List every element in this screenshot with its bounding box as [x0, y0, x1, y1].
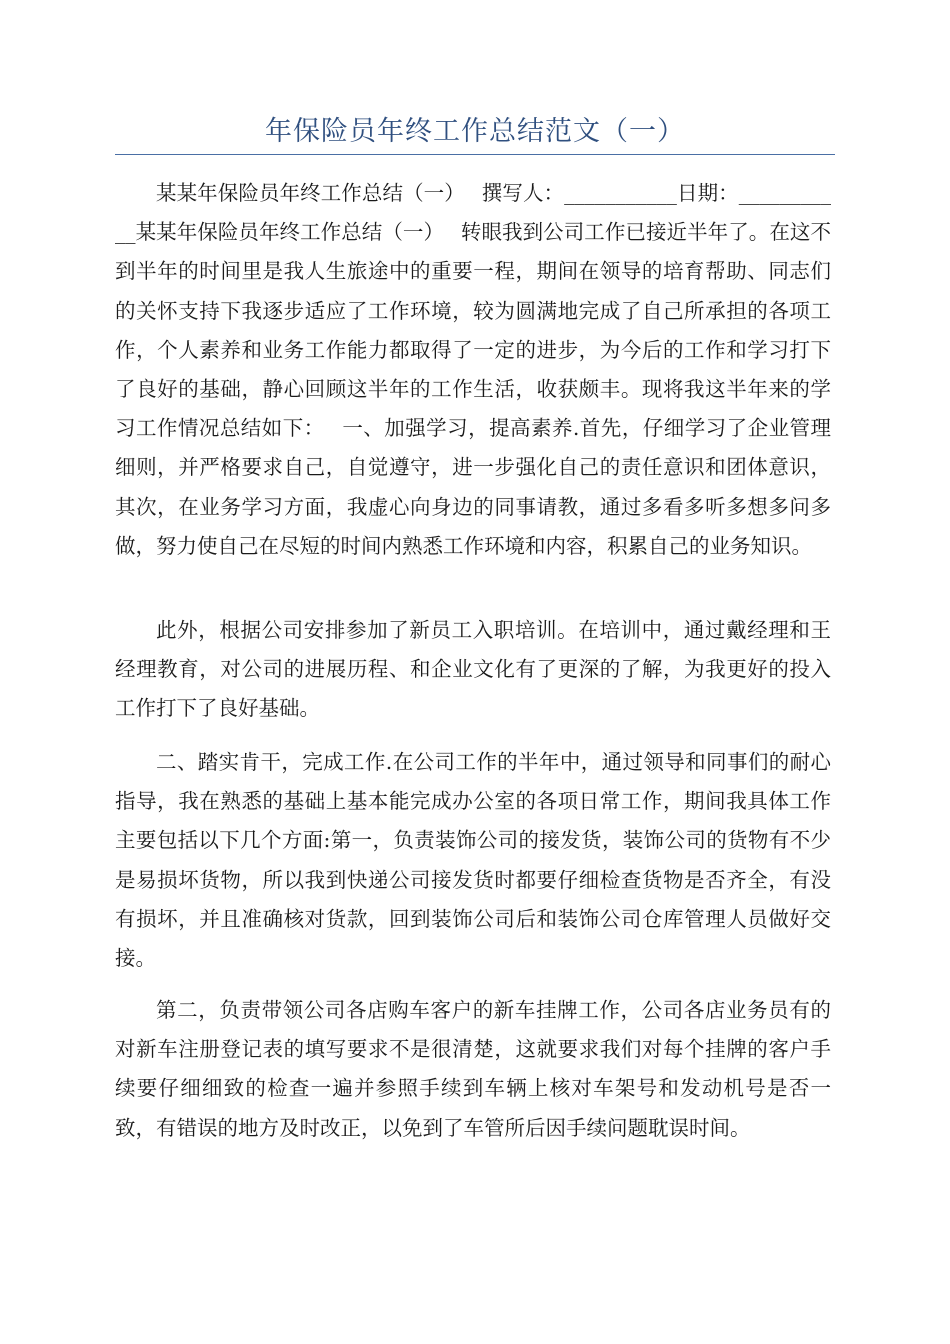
paragraph-2: 此外，根据公司安排参加了新员工入职培训。在培训中，通过戴经理和王经理教育，对公司的进展历程、和企业文化有了更深的了解，为我更好的投入工作打下了良好基础。 — [115, 618, 831, 721]
paragraph-4: 第二，负责带领公司各店购车客户的新车挂牌工作，公司各店业务员有的对新车注册登记表的填写要求不是很清楚，这就要求我们对每个挂牌的客户手续要仔细细致的检查一遍并参照手续到车辆上核对车架号和发动机号是否一致，有错误的地方及时改正，以免到了车管所后因手续问题耽误时间。 — [115, 998, 831, 1140]
paragraph-3: 二、踏实肯干，完成工作.在公司工作的半年中，通过领导和同事们的耐心指导，我在熟悉的基础上基本能完成办公室的各项日常工作，期间我具体工作主要包括以下几个方面:第一，负责装饰公司的接发货，装饰公司的货物有不少是易损坏货物，所以我到快递公司接发货时都要仔细检查货物是否齐全，有没有损坏，并且准确核对货款，回到装饰公司后和装饰公司仓库管理人员做好交接。 — [115, 750, 831, 971]
document-title: 年保险员年终工作总结范文（一） — [265, 116, 685, 147]
paragraph-1: 某某年保险员年终工作总结（一） 撰写人：___________日期：___________某某年保险员年终工作总结（一） 转眼我到公司工作已接近半年了。在这不到半年的时间里是我人生旅途中的重要一程，期间在领导的培育帮助、同志们的关怀支持下我逐步适应了工作环境，较为圆满地完成了自己所承担的各项工作，个人素养和业务工作能力都取得了一定的进步，为今后的工作和学习打下了良好的基础，静心回顾这半年的工作生活，收获颇丰。现将我这半年来的学习工作情况总结如下： 一、加强学习，提高素养.首先，仔细学习了企业管理细则，并严格要求自己，自觉遵守，进一步强化自己的责任意识和团体意识，其次，在业务学习方面，我虚心向身边的同事请教，通过多看多听多想多问多做，努力使自己在尽短的时间内熟悉工作环境和内容，积累自己的业务知识。 — [115, 181, 831, 558]
title-underline — [115, 154, 835, 155]
